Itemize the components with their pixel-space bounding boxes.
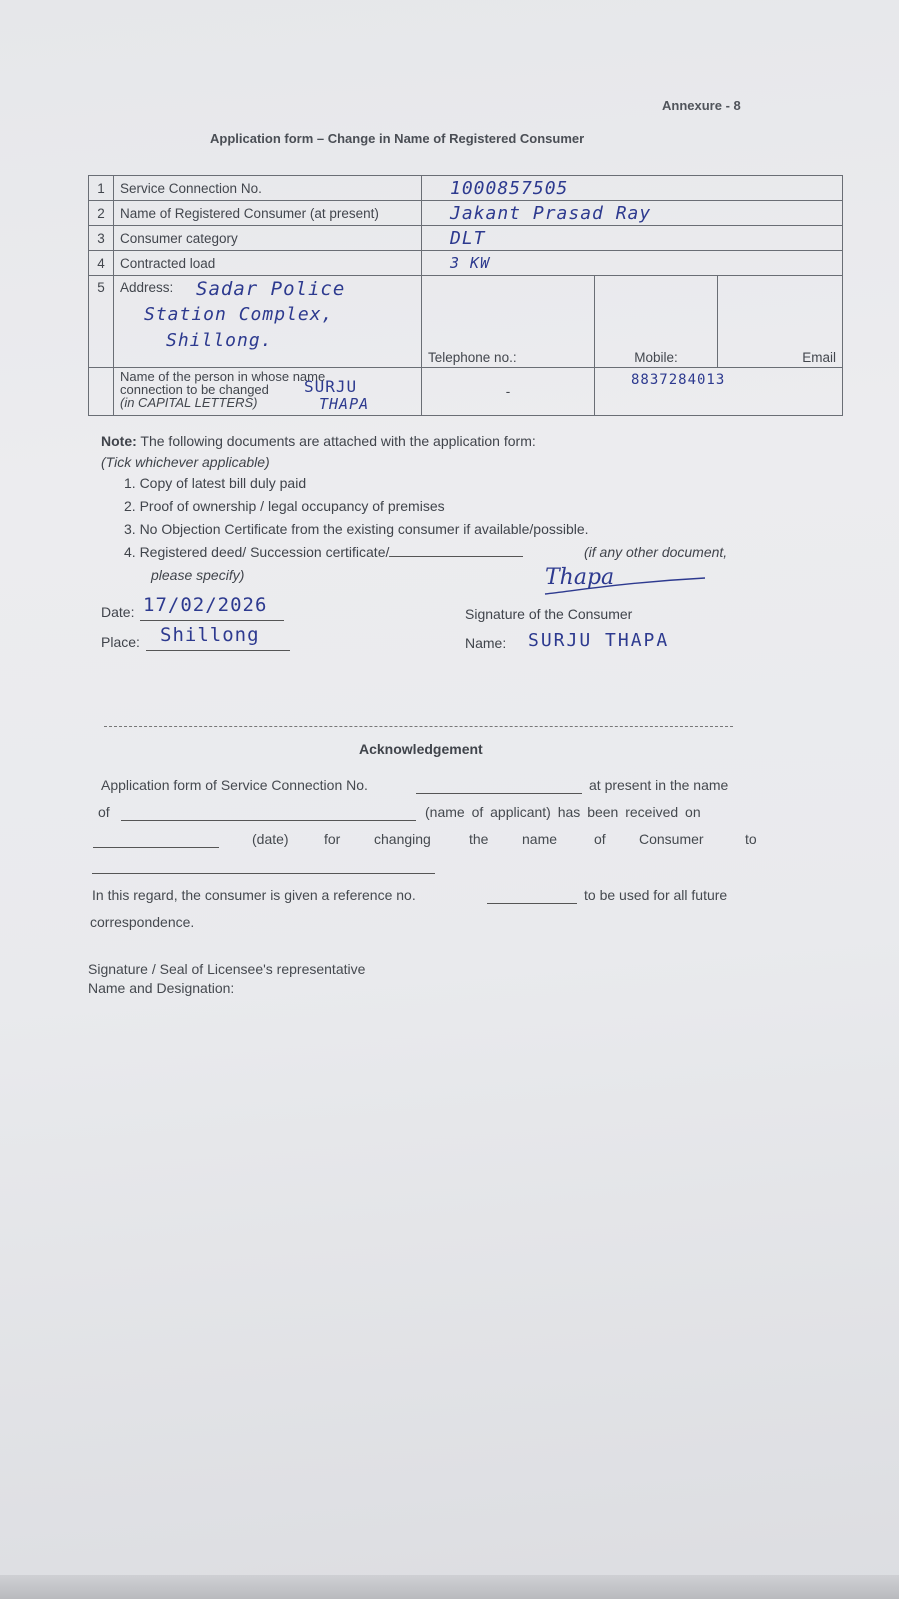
list-item: 3. No Objection Certificate from the existing consumer if available/possible. bbox=[124, 521, 589, 537]
ack-blank-date bbox=[93, 847, 219, 848]
ack-blank-reference bbox=[487, 903, 577, 904]
table-row bbox=[89, 201, 843, 226]
ack-line2-b: (name of applicant) has been received on bbox=[425, 804, 701, 820]
address-cell bbox=[114, 276, 422, 368]
ack-para2-a: In this regard, the consumer is given a reference no. bbox=[92, 887, 416, 903]
name-label: Name: bbox=[465, 635, 507, 651]
row-label: Contracted load bbox=[114, 251, 422, 276]
ack-word: name bbox=[522, 831, 558, 847]
note-block bbox=[101, 433, 536, 449]
signature-label: Signature of the Consumer bbox=[465, 606, 633, 622]
ack-line1-b: at present in the name bbox=[589, 777, 729, 793]
new-name-label-1: Name of the person in whose name bbox=[120, 369, 326, 384]
signature-flourish bbox=[540, 572, 710, 602]
table-row bbox=[89, 176, 843, 201]
ack-word: for bbox=[324, 831, 341, 847]
row-number: 1 bbox=[89, 176, 114, 201]
ack-word: (date) bbox=[252, 831, 289, 847]
row-number: 4 bbox=[89, 251, 114, 276]
name-value: SURJU THAPA bbox=[528, 630, 670, 651]
row-label: Service Connection No. bbox=[114, 176, 422, 201]
annexure-label: Annexure - 8 bbox=[662, 98, 741, 113]
table-row bbox=[89, 276, 843, 368]
place-value: Shillong bbox=[160, 624, 260, 646]
row-number: 5 bbox=[89, 276, 114, 368]
address-line-3: Shillong. bbox=[166, 330, 273, 351]
licensee-name-label: Name and Designation: bbox=[88, 980, 235, 996]
ack-line2-a: of bbox=[98, 804, 110, 820]
ack-word: the bbox=[469, 831, 489, 847]
row-label: Name of Registered Consumer (at present) bbox=[114, 201, 422, 226]
new-name-value-2: THAPA bbox=[319, 395, 370, 413]
ack-para2-c: correspondence. bbox=[90, 914, 195, 930]
form-title: Application form – Change in Name of Registered Consumer bbox=[210, 131, 585, 146]
ack-blank-connection bbox=[416, 793, 582, 794]
note-heading: Note: bbox=[101, 433, 137, 449]
table-row bbox=[89, 226, 843, 251]
acknowledgement-title: Acknowledgement bbox=[359, 741, 483, 757]
ack-word: changing bbox=[374, 831, 431, 847]
ack-word: of bbox=[594, 831, 606, 847]
licensee-signature-label: Signature / Seal of Licensee's representative bbox=[88, 961, 366, 977]
note-sub: (Tick whichever applicable) bbox=[101, 454, 270, 470]
mobile-value: 8837284013 bbox=[631, 372, 726, 388]
new-name-label-3: (in CAPITAL LETTERS) bbox=[120, 395, 258, 410]
signature-mark: Thapa bbox=[545, 565, 615, 590]
row-label: Address: bbox=[120, 280, 174, 295]
registered-consumer-value: Jakant Prasad Ray bbox=[450, 202, 652, 224]
ack-blank-name bbox=[121, 820, 416, 821]
table-row bbox=[89, 251, 843, 276]
list-item-tail: (if any other document, bbox=[584, 544, 728, 560]
page-bottom-shadow bbox=[0, 1575, 899, 1599]
consumer-details-table bbox=[88, 175, 843, 416]
ack-word: to bbox=[745, 831, 757, 847]
date-line bbox=[140, 620, 284, 621]
list-item-4 bbox=[124, 544, 523, 560]
mobile-label: Mobile: bbox=[595, 276, 718, 368]
date-value: 17/02/2026 bbox=[143, 594, 268, 616]
table-row bbox=[89, 368, 843, 416]
row-number: 2 bbox=[89, 201, 114, 226]
contracted-load-value: 3 KW bbox=[450, 254, 491, 272]
section-divider bbox=[104, 726, 733, 727]
address-line-1: Sadar Police bbox=[196, 278, 346, 300]
note-text: The following documents are attached with the application form: bbox=[140, 433, 536, 449]
place-label: Place: bbox=[101, 634, 140, 650]
new-name-value-1: SURJU bbox=[304, 377, 358, 396]
email-label: Email bbox=[718, 276, 843, 368]
telephone-value: - bbox=[422, 368, 595, 416]
telephone-label: Telephone no.: bbox=[422, 276, 595, 368]
list-item-tail-2: please specify) bbox=[151, 567, 245, 583]
row-number: 3 bbox=[89, 226, 114, 251]
list-item: 4. Registered deed/ Succession certificate/ bbox=[124, 544, 390, 560]
address-line-2: Station Complex, bbox=[144, 304, 334, 325]
ack-para2-b: to be used for all future bbox=[584, 887, 728, 903]
ack-line1-a: Application form of Service Connection No. bbox=[101, 777, 368, 793]
list-item: 2. Proof of ownership / legal occupancy of premises bbox=[124, 498, 445, 514]
place-line bbox=[146, 650, 290, 651]
row-label: Consumer category bbox=[114, 226, 422, 251]
ack-word: Consumer bbox=[639, 831, 704, 847]
list-item: 1. Copy of latest bill duly paid bbox=[124, 475, 307, 491]
new-name-label-2: connection to be changed bbox=[120, 382, 269, 397]
new-name-cell bbox=[114, 368, 422, 416]
consumer-category-value: DLT bbox=[450, 227, 486, 249]
ack-blank-new-name bbox=[92, 873, 435, 874]
date-label: Date: bbox=[101, 604, 135, 620]
service-connection-value: 1000857505 bbox=[450, 177, 569, 199]
